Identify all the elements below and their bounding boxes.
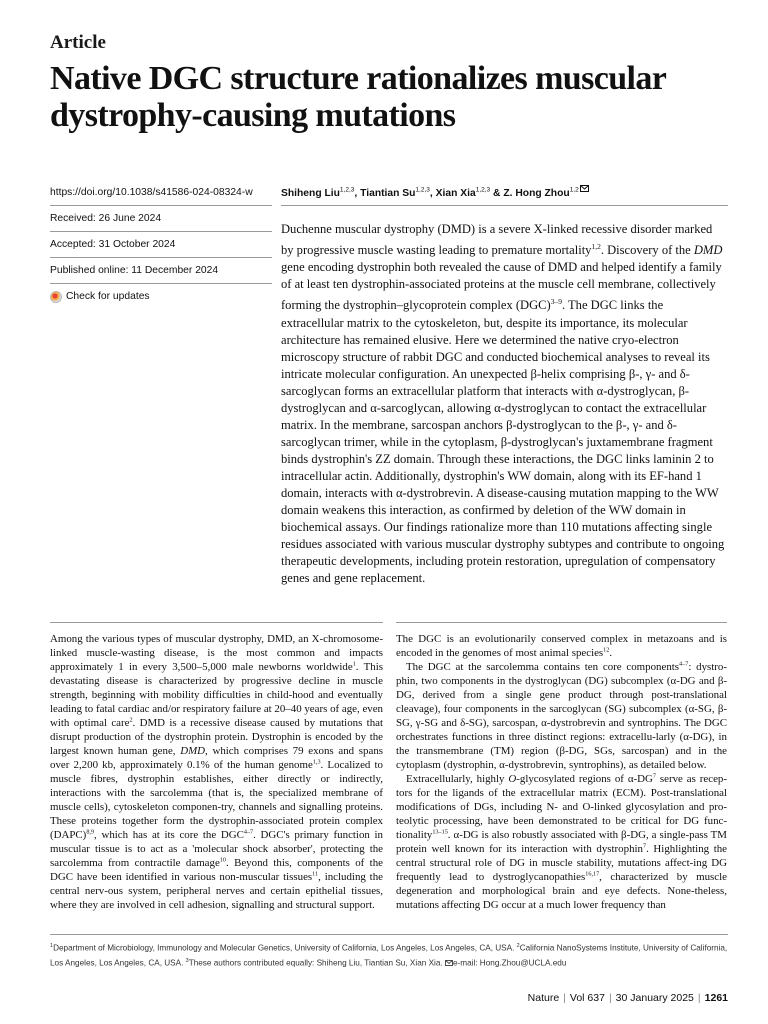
footnote-divider (50, 934, 728, 935)
citation[interactable]: 12 (603, 646, 610, 654)
doi-link[interactable]: https://doi.org/10.1038/s41586-024-08324-w (50, 183, 272, 206)
check-for-updates-button[interactable] (50, 287, 272, 309)
article-title: Native DGC structure rationalizes muscular dystrophy-causing mutations (50, 60, 666, 134)
received-date: Received: 26 June 2024 (50, 209, 272, 232)
page-number: 1261 (704, 992, 728, 1004)
body-text-right-column (396, 632, 727, 912)
citation[interactable]: 3–9 (550, 297, 562, 307)
paragraph: Extracellularly, highly O-glycosylated regions of $\alpha-DG^7$ serve as recep-tors for the ligands of the extracellular matrix (ECM). Post-translational modifications of DGs, including N- and O-linked glycosylation and pro-teolytic processing, have been demonstrated to be critical for DG func-tionality$^{13-15}$. α-DG is also robustly associated with β-DG, a single-pass TM protein well known for its interaction with dystrophin$^7$. Highlighting the central structural role of DG in muscle stability, mutations affect-ing DG frequently lead to dystroglycanopathies$^{16,17}$, characterized by muscle degeneration and morphological brain and eye defects. None-theless, mutations affecting DG occur at a much lower frequency than (396, 772, 727, 911)
citation[interactable]: 7 (643, 842, 647, 850)
journal-volume: Vol 637 (569, 992, 605, 1004)
author-affiliation: 1,2,3 (475, 186, 491, 194)
citation[interactable]: 8,9 (86, 828, 95, 836)
author-affiliation: 1,2,3 (415, 186, 430, 194)
author-list: Shiheng Liu$^{1,2,3}$, Tiantian Su$^{1,2,3}$, Xian Xia$^{1,2,3}$ & Z. Hong Zhou$^{1,2}$ (281, 185, 751, 199)
author-name[interactable]: Xian Xia (435, 188, 476, 199)
citation[interactable]: 13–15 (432, 828, 448, 836)
citation[interactable]: 1,3 (312, 758, 321, 766)
paragraph: The DGC at the sarcolemma contains ten core components$^{4-7}$: dystro-phin, two components in the dystroglycan (DG) subcomplex (α-DG and β-DG, derived from a single gene product through post-translational cleavage), four components in the sarcoglycan (SG) subcomplex (α-SG, β-SG, γ-SG and δ-SG), sarcospan, α-dystrobrevin and syntrophins. The DGC orchestrates functions in three distinct regions: extracellu-larly (α-DG), in the transmembrane (TM) region (β-DG, SGs, sarcospan) and in the cytoplasm (dystrophin, α-dystrobrevin, syntrophins), as detailed below. (396, 660, 728, 771)
author-name[interactable]: Shiheng Liu (281, 188, 340, 199)
envelope-icon[interactable] (580, 185, 589, 192)
page-footer: Nature | Vol 637 | 30 January 2025 | 1261 (527, 992, 728, 1004)
journal-name: Nature (527, 992, 560, 1004)
published-date: Published online: 11 December 2024 (50, 261, 272, 284)
column-divider (396, 622, 727, 623)
citation[interactable]: 7 (652, 772, 656, 780)
abstract: Duchenne muscular dystrophy (DMD) is a severe X-linked recessive disorder marked by progressive muscle wasting leading to premature mortality$^{1,2}$. Discovery of the DMD gene encoding dystrophin both revealed the cause of DMD and helped identify a family of at least ten dystrophin-associated proteins at the muscle cell membrane, collectively forming the dystrophin–glycoprotein complex (DGC)$^{3-9}$. The DGC links the extracellular matrix to the cytoskeleton, but, despite its importance, its molecular architecture has remained elusive. Here we determined the native cryo-electron microscopy structure of rabbit DGC and conducted biochemical analyses to reveal its intricate molecular configuration. An unexpected β-helix comprising β-, γ- and δ-sarcoglycan forms an extracellular platform that interacts with α-dystroglycan, β-dystroglycan and α-sarcoglycan, allowing α-dystroglycan to contact the extracellular matrix. In the membrane, sarcospan anchors β-dystroglycan to the β-, γ- and δ-sarcoglycan trimer, while in the cytoplasm, β-dystroglycan's juxtamembrane fragment binds dystrophin's ZZ domain. Through these interactions, the DGC links laminin 2 to intracellular actin. Additionally, dystrophin's WW domain, along with its EF-hand 1 domain, interacts with α-dystrobrevin. A disease-causing mutation mapping to the WW domain weakens this interaction, as confirmed by deletion of the WW domain in biochemical assays. Our findings rationalize more than 110 mutations affecting single residues associated with various muscular dystrophy subtypes and contribute to ongoing therapeutic developments, including protein restoration, upregulation of compensatory genes and gene replacement. (281, 222, 725, 586)
article-metadata (50, 183, 272, 312)
citation[interactable]: 16,17 (585, 870, 600, 878)
citation[interactable]: 4–7 (679, 660, 689, 668)
citation[interactable]: 1 (352, 660, 356, 668)
author-separator: & (490, 188, 504, 199)
author-affiliation: 1,2,3 (339, 186, 355, 194)
citation[interactable]: 11 (312, 870, 319, 878)
corresponding-email[interactable]: e-mail: Hong.Zhou@UCLA.edu (452, 958, 567, 968)
article-type-label: Article (50, 32, 106, 53)
affiliation-footnotes: $^1$Department of Microbiology, Immunology and Molecular Genetics, University of California, Los Angeles, Los Angeles, CA, USA. $^2$California NanoSystems Institute, University of California, Los Angeles, Los Angeles, CA, USA. $^3$These authors contributed equally: Shiheng Liu, Tiantian Su, Xian Xia. e-mail: Hong.Zhou@UCLA.edu (50, 943, 728, 968)
envelope-icon (445, 960, 453, 966)
check-for-updates-label: Check for updates (66, 291, 150, 302)
citation[interactable]: 10 (219, 856, 226, 864)
issue-date: 30 January 2025 (615, 992, 694, 1004)
accepted-date: Accepted: 31 October 2024 (50, 235, 272, 258)
paragraph: The DGC is an evolutionarily conserved complex in metazoans and is encoded in the genomes of most animal species$^{12}$. (396, 633, 727, 659)
citation[interactable]: 2 (129, 716, 133, 724)
paragraph: Among the various types of muscular dystrophy, DMD, an X-chromosome-linked muscle-wasting disease, is the most common and impacts approximately 1 in every 3,500–5,000 male newborns worldwide$^1$. This devastating disease is characterized by progressive decline in muscle strength, beginning with mobility difficulties in child-hood and eventually leading to fatal cardiac and/or respiratory failure at 20–40 years of age, even with optimal care$^2$. DMD is a recessive disease caused by mutations that disrupt production of the dystrophin protein. Dystrophin is encoded by the largest known human gene, DMD, which comprises 79 exons and spans over 2,200 kb, approximately 0.1% of the human genome$^{1,3}$. Localized to muscle fibres, dystrophin establishes, either directly or indirectly, interactions with the sarcolemma (that is, the specialized membrane of muscle cells), cytoskeleton componen-try, channels and signalling proteins. These proteins together form the dystrophin-associated protein complex (DAPC)$^{8,9}$, which has at its core the DGC$^{4-7}$. DGC's primary function in muscular tissue is to act as a 'molecular shock absorber', protecting the sarcolemma from contractile damage$^{10}$. Beyond this, components of the DGC have been identified in various non-muscular tissues$^{11}$, including the central nerv-ous system, peripheral nerves and certain epithelial tissues, where they are involved in cell adhesion, signalling and structural support. (50, 633, 383, 911)
author-name[interactable]: Z. Hong Zhou (503, 188, 570, 199)
author-divider (281, 205, 728, 206)
citation[interactable]: 4–7 (243, 828, 254, 836)
author-affiliation: 1,2 (569, 186, 579, 194)
body-text-left-column (50, 632, 383, 912)
check-for-updates-icon (50, 291, 62, 303)
author-name[interactable]: Tiantian Su (360, 188, 416, 199)
citation[interactable]: 1,2 (591, 242, 601, 252)
column-divider (50, 622, 383, 623)
